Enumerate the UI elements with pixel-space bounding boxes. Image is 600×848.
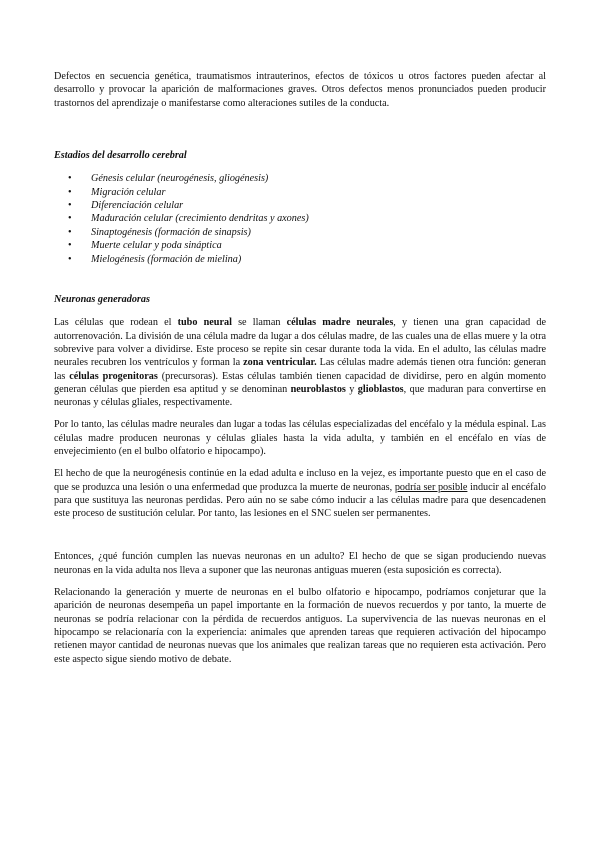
neuronas-heading: Neuronas generadoras	[54, 294, 150, 306]
neuronas-paragraph-3: El hecho de que la neurogénesis continúe en la edad adulta e incluso en la vejez, es importante puesto que en el caso de que se produzca una lesión o una enfermedad que produzca la muerte de neuronas, podría ser posible inducir al encéfalo para que sustituya las neuronas perdidas. Pero aún no se sabe cómo inducir a las células madre para que desencadenen este proceso de sustitución celular. Por tanto, las lesiones en el SNC suelen ser permanentes.	[54, 468, 546, 520]
neuronas-paragraph-1: Las células que rodean el tubo neural se llaman células madre neurales, y tienen una gran capacidad de autorrenovación. La división de una célula madre da lugar a dos células madre, de las cuales una de ellas muere y la otra sobrevive para volver a dividirse. Este proceso se repite sin cesar durante toda la vida. En el adulto, las células madre neurales recubren los ventrículos y forman la zona ventricular. Las células madre además tienen otra función: generan las células progenitoras (precursoras). Estas células también tienen capacidad de dividirse, pero en algún momento generan células que pierden esa aptitud y se denominan neuroblastos y glioblastos, que maduran para convertirse en neuronas y células gliales, respectivamente.	[54, 317, 546, 409]
list-item: • Muerte celular y poda sináptica	[54, 239, 546, 252]
list-item: • Génesis celular (neurogénesis, gliogénesis)	[54, 172, 546, 185]
intro-paragraph: Defectos en secuencia genética, traumatismos intrauterinos, efectos de tóxicos u otros factores pueden afectar al desarrollo y provocar la aparición de malformaciones graves. Otros defectos menos pronunciados pueden producir trastornos del aprendizaje o manifestarse como alteraciones sutiles de la conducta.	[54, 71, 546, 109]
list-item: • Maduración celular (crecimiento dendritas y axones)	[54, 212, 546, 225]
neuronas-paragraph-4: Entonces, ¿qué función cumplen las nuevas neuronas en un adulto? El hecho de que se sigan produciendo nuevas neuronas en la vida adulta nos lleva a suponer que las neuronas antiguas mueren (esta suposición es correcta).	[54, 551, 546, 576]
list-item: • Migración celular	[54, 186, 546, 199]
stages-heading: Estadios del desarrollo cerebral	[54, 149, 187, 161]
list-item: • Sinaptogénesis (formación de sinapsis)	[54, 226, 546, 239]
neuronas-paragraph-2: Por lo tanto, las células madre neurales dan lugar a todas las células especializadas del encéfalo y la médula espinal. Las células madre producen neuronas y células gliales hasta la vida adulta, y también en el encéfalo en vías de envejecimiento (en el bulbo olfatorio e hipocampo).	[54, 419, 546, 457]
neuronas-paragraph-5: Relacionando la generación y muerte de neuronas en el bulbo olfatorio e hipocampo, podríamos conjeturar que la aparición de neuronas desempeña un papel importante en la formación de nuevos recuerdos y por tanto, la muerte de neuronas se podría relacionar con la pérdida de recuerdos antiguos. La supervivencia de las nuevas neuronas en el hipocampo se relacionaría con la experiencia: animales que aprenden tareas que requieren activación del hipocampo retienen mayor cantidad de neuronas nuevas que los animales que realizan tareas que no requieren esta activación. Pero este aspecto sigue siendo motivo de debate.	[54, 587, 546, 665]
list-item: • Diferenciación celular	[54, 199, 546, 212]
list-item: • Mielogénesis (formación de mielina)	[54, 253, 546, 266]
document-page	[54, 70, 546, 666]
stages-list	[54, 172, 546, 266]
